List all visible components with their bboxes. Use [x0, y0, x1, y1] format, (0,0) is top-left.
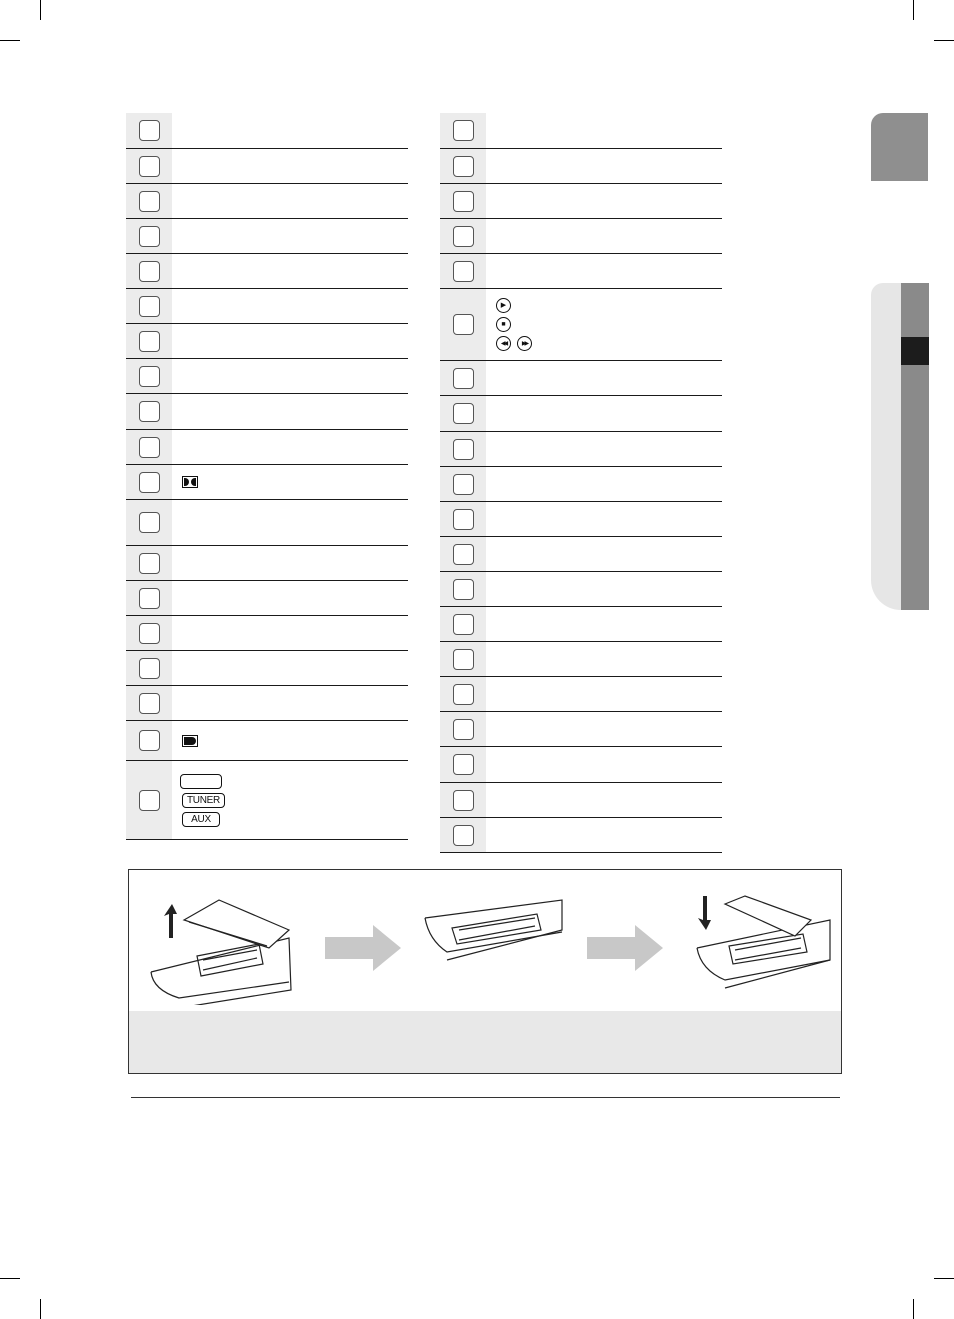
number-box: [139, 730, 160, 751]
number-cell: [126, 113, 172, 148]
number-cell: [126, 651, 172, 685]
number-cell: [440, 607, 486, 641]
number-cell: [126, 289, 172, 323]
number-box: [453, 261, 474, 282]
right-row: [440, 184, 722, 219]
number-box: [453, 684, 474, 705]
number-box: [453, 544, 474, 565]
crop-mark: [0, 1278, 20, 1279]
number-box: [139, 623, 160, 644]
number-cell: [440, 572, 486, 606]
description-cell: [172, 394, 408, 429]
battery-caption-band: [129, 1011, 841, 1073]
number-cell: [126, 721, 172, 760]
number-cell: [126, 761, 172, 839]
number-cell: [440, 432, 486, 466]
left-row: [126, 359, 408, 394]
right-row: [440, 289, 722, 361]
description-cell: [486, 149, 722, 183]
number-box: [139, 693, 160, 714]
description-cell: [172, 465, 408, 499]
description-cell: [486, 537, 722, 571]
number-cell: [126, 430, 172, 464]
number-cell: [126, 686, 172, 720]
number-cell: [126, 324, 172, 358]
description-cell: [486, 254, 722, 288]
number-box: [453, 754, 474, 775]
left-row: [126, 686, 408, 721]
number-cell: [126, 465, 172, 499]
number-box: [139, 156, 160, 177]
description-cell: [172, 289, 408, 323]
number-box: [139, 437, 160, 458]
number-box: [453, 439, 474, 460]
number-cell: [440, 184, 486, 218]
crop-mark: [934, 1278, 954, 1279]
crop-mark: [913, 0, 914, 20]
description-cell: [172, 430, 408, 464]
number-box: [453, 614, 474, 635]
left-row: [126, 430, 408, 465]
right-row: [440, 254, 722, 289]
right-row: [440, 818, 722, 853]
left-row: [126, 761, 408, 840]
description-cell: [172, 761, 408, 839]
number-cell: [440, 818, 486, 852]
number-cell: [126, 219, 172, 253]
description-cell: [172, 500, 408, 545]
right-row: [440, 467, 722, 502]
description-cell: [486, 289, 722, 360]
number-cell: [126, 581, 172, 615]
play-icon: ▶: [496, 298, 511, 313]
right-row: [440, 747, 722, 783]
right-row: [440, 432, 722, 467]
description-cell: [486, 219, 722, 253]
number-cell: [440, 467, 486, 501]
left-row: [126, 254, 408, 289]
right-row: [440, 396, 722, 432]
number-cell: [440, 537, 486, 571]
number-box: [453, 509, 474, 530]
number-box: [453, 790, 474, 811]
number-cell: [440, 783, 486, 817]
crop-mark: [913, 1299, 914, 1319]
left-row: [126, 113, 408, 149]
number-box: [139, 790, 160, 811]
description-cell: [486, 642, 722, 676]
rewind-icon: ◀◀: [496, 336, 511, 351]
description-cell: [486, 712, 722, 746]
left-row: [126, 465, 408, 500]
number-box: [139, 512, 160, 533]
description-cell: [486, 467, 722, 501]
number-box: [453, 825, 474, 846]
dolby-single-d-icon: [182, 735, 198, 747]
step-arrow-1: [325, 925, 401, 976]
number-box: [453, 579, 474, 600]
left-row: [126, 546, 408, 581]
description-cell: [486, 677, 722, 711]
right-row: [440, 537, 722, 572]
description-cell: [172, 581, 408, 615]
number-box: [139, 553, 160, 574]
number-box: [453, 474, 474, 495]
right-row: [440, 607, 722, 642]
right-row: [440, 149, 722, 184]
number-cell: [440, 712, 486, 746]
battery-installation-box: [128, 869, 842, 1074]
crop-mark: [934, 40, 954, 41]
left-row: [126, 500, 408, 546]
number-box: [139, 401, 160, 422]
description-cell: [172, 149, 408, 183]
description-cell: [486, 502, 722, 536]
chapter-tab: [871, 113, 928, 181]
left-row: [126, 581, 408, 616]
left-button-table: [126, 113, 408, 840]
number-cell: [126, 184, 172, 218]
section-tab-marker: [901, 337, 929, 365]
number-box: [453, 719, 474, 740]
right-row: [440, 677, 722, 712]
number-cell: [440, 747, 486, 782]
number-cell: [440, 219, 486, 253]
number-cell: [126, 546, 172, 580]
description-cell: [486, 607, 722, 641]
left-row: [126, 324, 408, 359]
right-row: [440, 572, 722, 607]
description-cell: [172, 651, 408, 685]
description-cell: [486, 432, 722, 466]
description-cell: [172, 254, 408, 288]
number-cell: [440, 113, 486, 148]
number-cell: [440, 149, 486, 183]
number-cell: [440, 289, 486, 360]
left-row: [126, 289, 408, 324]
description-cell: [486, 818, 722, 852]
description-cell: [486, 396, 722, 431]
left-row: [126, 616, 408, 651]
number-box: [139, 472, 160, 493]
description-cell: [486, 572, 722, 606]
number-box: [139, 120, 160, 141]
source-key-blank: [180, 774, 222, 789]
fast-forward-icon: ▶▶: [517, 336, 532, 351]
stop-icon: ■: [496, 317, 511, 332]
crop-mark: [40, 1299, 41, 1319]
right-row: [440, 219, 722, 254]
number-box: [453, 314, 474, 335]
crop-mark: [40, 0, 41, 20]
number-cell: [126, 616, 172, 650]
number-cell: [440, 361, 486, 395]
right-row: [440, 502, 722, 537]
number-box: [139, 296, 160, 317]
number-cell: [126, 500, 172, 545]
description-cell: [486, 747, 722, 782]
right-row: [440, 783, 722, 818]
left-row: [126, 184, 408, 219]
description-cell: [172, 359, 408, 393]
number-box: [139, 658, 160, 679]
section-tab-dark: [901, 283, 929, 610]
step-insert-batteries-illustration: [417, 890, 567, 975]
number-cell: [440, 502, 486, 536]
description-cell: [172, 113, 408, 148]
source-key-aux: AUX: [182, 812, 220, 827]
description-cell: [172, 324, 408, 358]
description-cell: [486, 361, 722, 395]
left-row: [126, 149, 408, 184]
description-cell: [486, 783, 722, 817]
number-box: [453, 368, 474, 389]
description-cell: [172, 686, 408, 720]
description-cell: [172, 616, 408, 650]
step-close-cover-illustration: [685, 890, 835, 995]
number-cell: [440, 396, 486, 431]
number-box: [139, 261, 160, 282]
description-cell: [172, 184, 408, 218]
section-tab-light: [871, 283, 901, 610]
crop-mark: [0, 40, 20, 41]
right-row: [440, 113, 722, 149]
dolby-double-d-icon: [182, 476, 198, 488]
number-box: [453, 120, 474, 141]
source-key-tuner: TUNER: [182, 793, 225, 808]
description-cell: [172, 721, 408, 760]
number-box: [453, 156, 474, 177]
number-box: [453, 403, 474, 424]
description-cell: [172, 219, 408, 253]
description-cell: [486, 113, 722, 148]
left-row: [126, 394, 408, 430]
number-box: [139, 191, 160, 212]
number-cell: [440, 677, 486, 711]
number-cell: [126, 394, 172, 429]
step-open-cover-illustration: [139, 890, 309, 1005]
number-box: [453, 191, 474, 212]
number-cell: [126, 359, 172, 393]
number-box: [453, 226, 474, 247]
number-cell: [126, 254, 172, 288]
bottom-rule: [131, 1097, 840, 1098]
left-row: [126, 219, 408, 254]
description-cell: [172, 546, 408, 580]
number-box: [139, 366, 160, 387]
number-cell: [440, 254, 486, 288]
number-cell: [126, 149, 172, 183]
right-row: [440, 361, 722, 396]
right-button-table: [440, 113, 722, 853]
right-row: [440, 642, 722, 677]
left-row: [126, 721, 408, 761]
right-row: [440, 712, 722, 747]
number-box: [453, 649, 474, 670]
step-arrow-2: [587, 925, 663, 976]
left-row: [126, 651, 408, 686]
number-box: [139, 226, 160, 247]
number-cell: [440, 642, 486, 676]
description-cell: [486, 184, 722, 218]
number-box: [139, 331, 160, 352]
number-box: [139, 588, 160, 609]
